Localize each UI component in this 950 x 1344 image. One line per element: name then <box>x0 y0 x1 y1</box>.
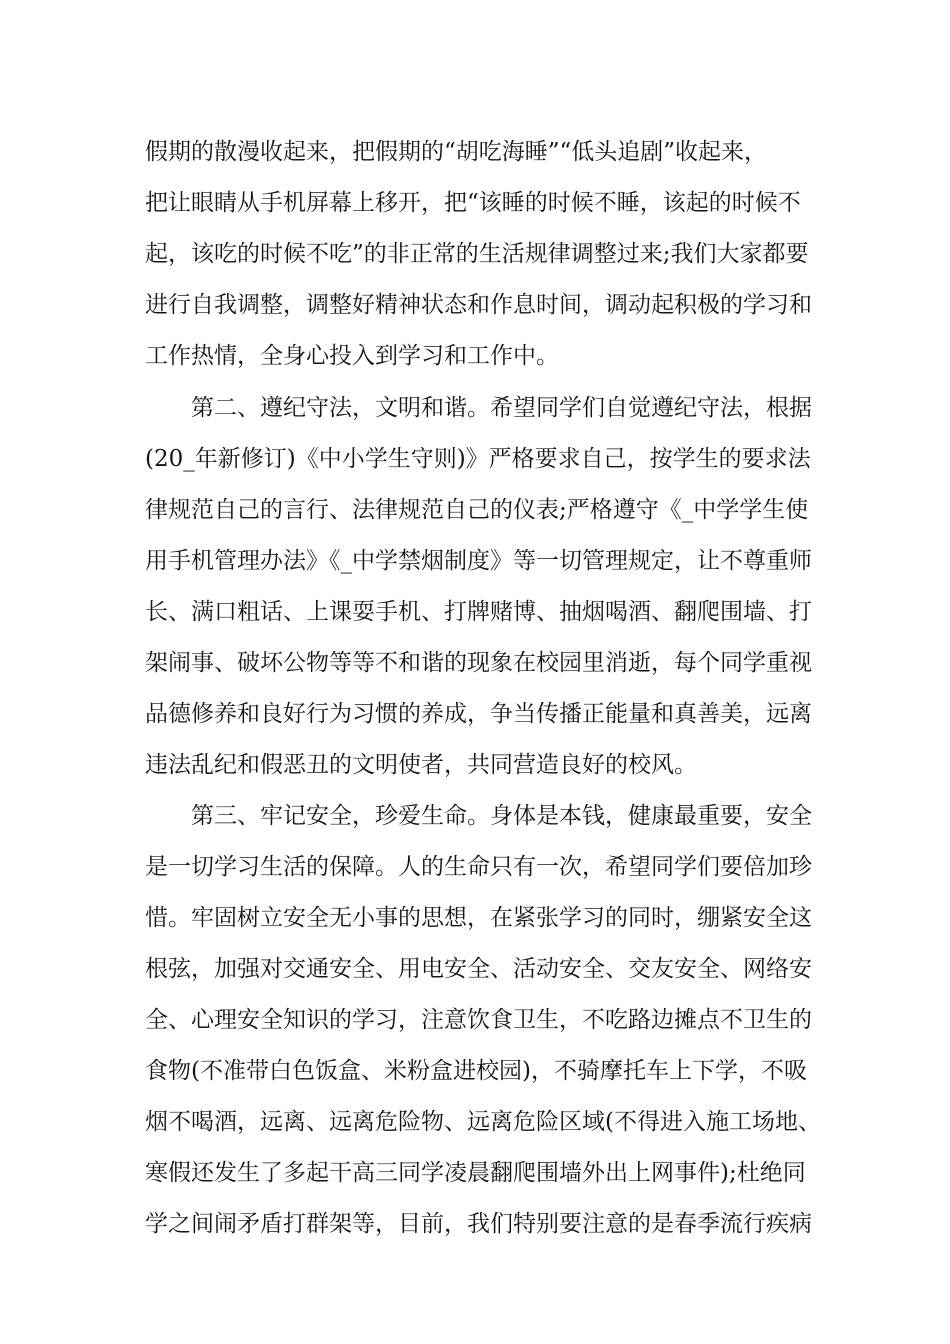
text-line: 品德修养和良好行为习惯的养成，争当传播正能量和真善美，远离 <box>145 701 812 727</box>
text-line: 架闹事、破坏公物等等不和谐的现象在校园里消逝，每个同学重视 <box>145 650 812 676</box>
text-line: (20_年新修订)《中小学生守则)》严格要求自己，按学生的要求法 <box>145 446 811 472</box>
paragraph-first-line: 第二、遵纪守法，文明和谐。希望同学们自觉遵纪守法，根据 <box>191 395 812 421</box>
text-line: 根弦，加强对交通安全、用电安全、活动安全、交友安全、网络安 <box>145 956 812 982</box>
text-line: 长、满口粗话、上课耍手机、打牌赌博、抽烟喝酒、翻爬围墙、打 <box>145 599 812 625</box>
text-line: 律规范自己的言行、法律规范自己的仪表;严格遵守《_中学学生使 <box>145 497 809 523</box>
text-line: 工作热情，全身心投入到学习和工作中。 <box>145 343 559 369</box>
text-line: 食物(不准带白色饭盒、米粉盒进校园)，不骑摩托车上下学，不吸 <box>145 1058 807 1084</box>
text-line: 惜。牢固树立安全无小事的思想，在紧张学习的同时，绷紧安全这 <box>145 905 812 931</box>
text-line: 全、心理安全知识的学习，注意饮食卫生，不吃路边摊点不卫生的 <box>145 1007 812 1033</box>
text-line: 进行自我调整，调整好精神状态和作息时间，调动起积极的学习和 <box>145 292 812 318</box>
text-line: 违法乱纪和假恶丑的文明使者，共同营造良好的校风。 <box>145 752 697 778</box>
text-line: 假期的散漫收起来，把假期的“胡吃海睡”“低头追剧”收起来， <box>145 139 768 165</box>
text-line: 学之间闹矛盾打群架等，目前，我们特别要注意的是春季流行疾病 <box>145 1211 812 1237</box>
text-line: 用手机管理办法》《_中学禁烟制度》等一切管理规定，让不尊重师 <box>145 548 812 574</box>
paragraph-first-line: 第三、牢记安全，珍爱生命。身体是本钱，健康最重要，安全 <box>191 803 812 829</box>
text-line: 烟不喝酒，远离、远离危险物、远离危险区域(不得进入施工场地、 <box>145 1109 821 1135</box>
text-line: 寒假还发生了多起干高三同学凌晨翻爬围墙外出上网事件);杜绝同 <box>145 1160 806 1186</box>
text-line: 把让眼睛从手机屏幕上移开，把“该睡的时候不睡，该起的时候不 <box>145 190 801 216</box>
text-line: 是一切学习生活的保障。人的生命只有一次，希望同学们要倍加珍 <box>145 854 812 880</box>
text-line: 起，该吃的时候不吃”的非正常的生活规律调整过来;我们大家都要 <box>145 241 809 267</box>
